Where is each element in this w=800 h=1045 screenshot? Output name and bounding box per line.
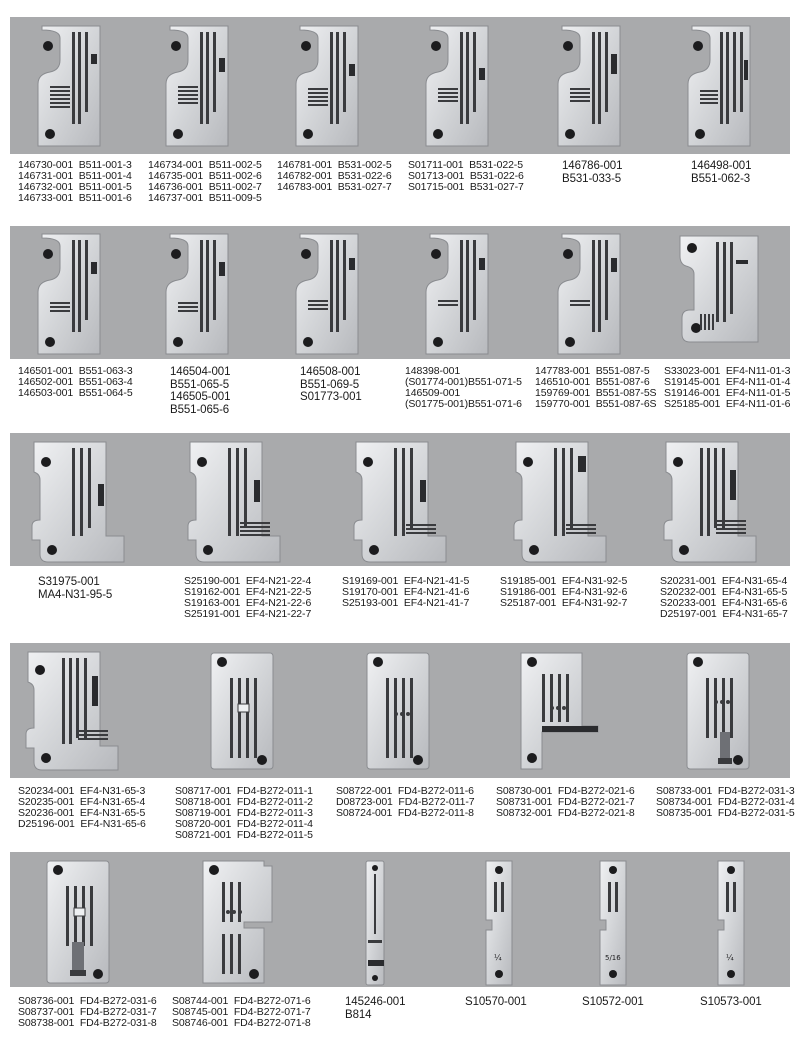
- part-number-caption: [582, 996, 644, 1009]
- part-number-line: 146732-001 B511-001-5: [18, 181, 132, 193]
- part-number-line: S01773-001: [300, 391, 362, 403]
- part-number-line: B551-065-6: [170, 403, 230, 416]
- needle-plate-image: [714, 860, 748, 986]
- part-number-caption: [148, 160, 262, 204]
- part-number-line: S20231-001 EF4-N31-65-4: [660, 575, 788, 587]
- part-number-line: S33023-001 EF4-N11-01-3: [664, 365, 791, 377]
- needle-plate-image: [520, 652, 600, 770]
- part-number-caption: [408, 160, 524, 193]
- part-number-line: S08719-001 FD4-B272-011-3: [175, 807, 313, 819]
- part-number-line: 146730-001 B511-001-3: [18, 159, 132, 171]
- part-number-line: 145246-001: [345, 996, 406, 1008]
- part-number-line: 159769-001 B551-087-5S: [535, 387, 657, 399]
- part-number-line: 146786-001: [562, 160, 623, 172]
- part-number-line: 146510-001 B551-087-6: [535, 376, 650, 388]
- part-number-line: 146736-001 B511-002-7: [148, 181, 262, 193]
- part-number-line: (S01775-001)B551-071-6: [405, 398, 522, 410]
- needle-plate-image: [510, 440, 610, 564]
- part-number-line: S19169-001 EF4-N21-41-5: [342, 575, 470, 587]
- part-number-line: 146502-001 B551-063-4: [18, 376, 133, 388]
- row-2-band: [10, 226, 790, 359]
- part-number-caption: [500, 576, 627, 609]
- part-number-line: S08731-001 FD4-B272-021-7: [496, 796, 635, 808]
- part-number-caption: [342, 576, 469, 609]
- part-number-line: S01711-001 B531-022-5: [408, 159, 523, 171]
- part-number-caption: [496, 786, 635, 819]
- part-number-caption: [336, 786, 474, 819]
- part-number-caption: [18, 160, 132, 204]
- needle-plate-image: [660, 440, 760, 564]
- part-number-line: D25197-001 EF4-N31-65-7: [660, 608, 788, 620]
- part-number-line: S08732-001 FD4-B272-021-8: [496, 807, 635, 819]
- part-number-line: 146733-001 B511-001-6: [18, 192, 132, 204]
- part-number-line: 146505-001: [170, 391, 231, 403]
- needle-plate-image: [360, 860, 390, 986]
- part-number-line: S08736-001 FD4-B272-031-6: [18, 995, 157, 1007]
- part-number-caption: [18, 996, 157, 1029]
- needle-plate-image: [294, 24, 366, 148]
- needle-plate-image: [36, 24, 108, 148]
- part-number-line: S19170-001 EF4-N21-41-6: [342, 586, 470, 598]
- needle-plate-image: [28, 440, 128, 564]
- part-number-line: S20234-001 EF4-N31-65-3: [18, 785, 146, 797]
- part-number-line: 146503-001 B551-064-5: [18, 387, 133, 399]
- part-number-line: S25190-001 EF4-N21-22-4: [184, 575, 312, 587]
- part-number-caption: [660, 576, 788, 620]
- part-number-caption: [691, 160, 751, 185]
- part-number-caption: [405, 366, 522, 410]
- part-number-line: S31975-001: [38, 576, 100, 588]
- part-number-line: S01715-001 B531-027-7: [408, 181, 524, 193]
- part-number-line: 146782-001 B531-022-6: [277, 170, 392, 182]
- part-number-line: 146501-001 B551-063-3: [18, 365, 133, 377]
- part-number-line: S08745-001 FD4-B272-071-7: [172, 1006, 311, 1018]
- part-number-line: S25187-001 EF4-N31-92-7: [500, 597, 628, 609]
- part-number-line: 146781-001 B531-002-5: [277, 159, 392, 171]
- part-number-line: 146783-001 B531-027-7: [277, 181, 392, 193]
- part-number-line: S08721-001 FD4-B272-011-5: [175, 829, 313, 841]
- part-number-line: S19145-001 EF4-N11-01-4: [664, 376, 791, 388]
- part-number-line: S08746-001 FD4-B272-071-8: [172, 1017, 311, 1029]
- part-number-line: S08730-001 FD4-B272-021-6: [496, 785, 635, 797]
- part-number-line: S10572-001: [582, 996, 644, 1008]
- fraction-mark: ¼: [494, 953, 502, 962]
- needle-plate-image: [22, 650, 122, 772]
- part-number-line: S25193-001 EF4-N21-41-7: [342, 597, 470, 609]
- part-number-line: D25196-001 EF4-N31-65-6: [18, 818, 146, 830]
- part-number-line: S08718-001 FD4-B272-011-2: [175, 796, 313, 808]
- part-number-line: 146734-001 B511-002-5: [148, 159, 262, 171]
- part-number-line: S01713-001 B531-022-6: [408, 170, 524, 182]
- needle-plate-image: [676, 234, 762, 346]
- part-number-line: 146731-001 B511-001-4: [18, 170, 132, 182]
- needle-plate-image: [424, 232, 496, 356]
- part-number-caption: [175, 786, 313, 841]
- part-number-line: D08723-001 FD4-B272-011-7: [336, 796, 475, 808]
- part-number-line: S19163-001 EF4-N21-22-6: [184, 597, 312, 609]
- part-number-caption: [700, 996, 762, 1009]
- part-number-line: S08720-001 FD4-B272-011-4: [175, 818, 313, 830]
- needle-plate-image: [294, 232, 366, 356]
- part-number-caption: [300, 366, 362, 404]
- part-number-caption: [18, 366, 133, 399]
- needle-plate-image: [482, 860, 516, 986]
- needle-plate-image: [350, 440, 450, 564]
- part-number-line: S20236-001 EF4-N31-65-5: [18, 807, 146, 819]
- part-number-line: 146735-001 B511-002-6: [148, 170, 262, 182]
- part-number-line: B551-062-3: [691, 172, 751, 185]
- part-number-line: S08734-001 FD4-B272-031-4: [656, 796, 795, 808]
- fraction-mark: 5/16: [605, 954, 621, 962]
- row-1-band: [10, 17, 790, 154]
- part-number-line: B551-065-5: [170, 378, 230, 391]
- part-number-line: S08717-001 FD4-B272-011-1: [175, 785, 313, 797]
- part-number-line: 146509-001: [405, 387, 461, 399]
- part-number-line: S20235-001 EF4-N31-65-4: [18, 796, 146, 808]
- part-number-line: S08737-001 FD4-B272-031-7: [18, 1006, 157, 1018]
- part-number-line: B814: [345, 1008, 372, 1021]
- needle-plate-image: [556, 24, 628, 148]
- part-number-line: B551-069-5: [300, 378, 360, 391]
- part-number-caption: [656, 786, 795, 819]
- part-number-line: 146504-001: [170, 366, 231, 378]
- part-number-line: 146508-001: [300, 366, 361, 378]
- part-number-caption: [170, 366, 230, 416]
- needle-plate-image: [184, 440, 284, 564]
- part-number-line: 146498-001: [691, 160, 752, 172]
- part-number-line: 146737-001 B511-009-5: [148, 192, 262, 204]
- part-number-line: S19185-001 EF4-N31-92-5: [500, 575, 628, 587]
- row-5-band: [10, 852, 790, 987]
- part-number-line: S08735-001 FD4-B272-031-5: [656, 807, 795, 819]
- part-number-caption: [664, 366, 790, 410]
- part-number-line: S19186-001 EF4-N31-92-6: [500, 586, 628, 598]
- part-number-line: MA4-N31-95-5: [38, 588, 113, 601]
- part-number-caption: [535, 366, 656, 410]
- part-number-caption: [465, 996, 527, 1009]
- needle-plate-image: [556, 232, 628, 356]
- part-number-caption: [172, 996, 311, 1029]
- part-number-line: 147783-001 B551-087-5: [535, 365, 650, 377]
- needle-plate-image: [366, 652, 430, 770]
- part-number-line: 148398-001: [405, 365, 461, 377]
- part-number-line: S25191-001 EF4-N21-22-7: [184, 608, 312, 620]
- part-number-line: S20233-001 EF4-N31-65-6: [660, 597, 788, 609]
- part-number-line: (S01774-001)B551-071-5: [405, 376, 522, 388]
- needle-plate-image: [686, 24, 758, 148]
- fraction-mark: ¼: [726, 953, 734, 962]
- part-number-caption: [38, 576, 112, 601]
- needle-plate-image: [36, 232, 108, 356]
- needle-plate-image: [596, 860, 630, 986]
- part-number-line: S10573-001: [700, 996, 762, 1008]
- needle-plate-image: [210, 652, 274, 770]
- part-number-caption: [277, 160, 392, 193]
- part-number-line: S10570-001: [465, 996, 527, 1008]
- part-number-line: S08724-001 FD4-B272-011-8: [336, 807, 474, 819]
- part-number-line: S19162-001 EF4-N21-22-5: [184, 586, 312, 598]
- part-number-line: S08733-001 FD4-B272-031-3: [656, 785, 795, 797]
- part-number-caption: [562, 160, 622, 185]
- part-number-line: S08744-001 FD4-B272-071-6: [172, 995, 311, 1007]
- part-number-line: S08738-001 FD4-B272-031-8: [18, 1017, 157, 1029]
- needle-plate-image: [164, 24, 236, 148]
- part-number-line: S19146-001 EF4-N11-01-5: [664, 387, 791, 399]
- part-number-line: B531-033-5: [562, 172, 622, 185]
- part-number-line: S08722-001 FD4-B272-011-6: [336, 785, 474, 797]
- part-number-line: S25185-001 EF4-N11-01-6: [664, 398, 791, 410]
- needle-plate-image: [46, 860, 110, 984]
- part-number-line: S20232-001 EF4-N31-65-5: [660, 586, 788, 598]
- part-number-line: 159770-001 B551-087-6S: [535, 398, 657, 410]
- part-number-caption: [345, 996, 405, 1021]
- part-number-caption: [18, 786, 146, 830]
- part-number-caption: [184, 576, 311, 620]
- needle-plate-image: [202, 860, 278, 984]
- needle-plate-image: [424, 24, 496, 148]
- needle-plate-image: [164, 232, 236, 356]
- needle-plate-image: [686, 652, 750, 770]
